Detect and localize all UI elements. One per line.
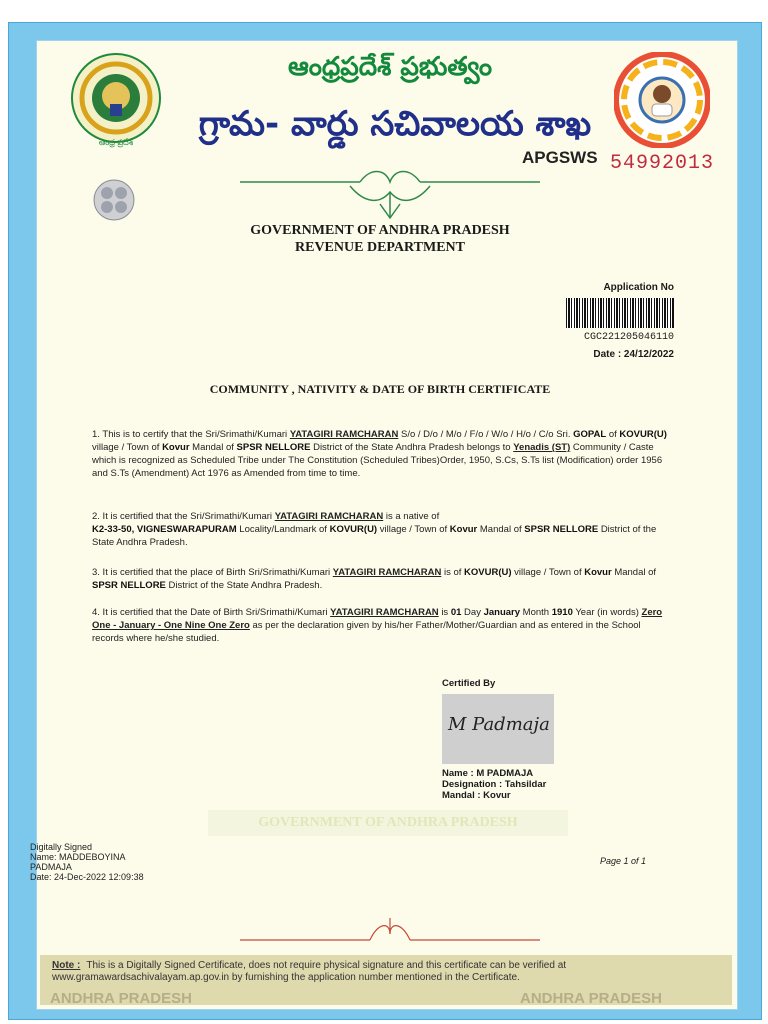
gov-line-2: REVENUE DEPARTMENT [295,240,465,255]
holder-name: YATAGIRI RAMCHARAN [289,429,399,440]
birth-year: 1910 [551,607,573,618]
apgsws-label: APGSWS [522,148,598,167]
digital-signature-block: Digitally Signed Name: MADDEBOYINA PADMAJA Date: 24-Dec-2022 12:09:38 [30,842,144,882]
note-text: Note : This is a Digitally Signed Certificate, does not require physical signature and this certificate can be verified at www.gramawardsachivalayam.ap.gov.in by furnishing the application number mentioned in the Certificate. [52,960,567,983]
barcode [566,298,674,328]
application-date: Date : 24/12/2022 [593,349,674,360]
gov-heading [150,222,610,256]
certificate-title: COMMUNITY , NATIVITY & DATE OF BIRTH CERTIFICATE [209,382,551,396]
locality: K2-33-50, VIGNESWARAPURAM [92,524,237,535]
signature-text: M Padmaja [448,714,550,735]
telugu-dept-title: గ్రామ- వార్డు సచివాలయ శాఖ [198,104,592,144]
telugu-gov-title: ఆంధ్రప్రదేశ్ ప్రభుత్వం [287,52,493,82]
paragraph-2: 2. It is certified that the Sri/Srimathi/Kumari YATAGIRI RAMCHARAN is a native of K2-33-50, VIGNESWARAPURAM Locality/Landmark of KOVUR(U) village / Town of Kovur Mandal of SPSR NELLORE District of the State Andhra Pradesh. [92,511,657,548]
paragraph-3: 3. It is certified that the place of Birth Sri/Srimathi/Kumari YATAGIRI RAMCHARAN is of KOVUR(U) village / Town of Kovur Mandal of SPSR NELLORE District of the State Andhra Pradesh. [92,567,657,591]
signatory-name: Name : M PADMAJA [442,768,534,779]
birth-day: 01 [450,607,462,618]
dob-words: Zero One - January - One Nine One Zero [92,607,663,631]
seal-caption: ఆంధ్ర ప్రదేశ్ [98,138,134,147]
birth-month: January [483,607,521,618]
ap-seal-icon [70,52,162,144]
page-number: Page 1 of 1 [600,856,647,866]
application-number: CGC221205046110 [583,332,674,343]
certified-by-label: Certified By [442,678,496,689]
gov-line-1: GOVERNMENT OF ANDHRA PRADESH [250,223,510,238]
application-label: Application No [603,282,674,293]
ornament-flourish [230,164,550,222]
footer-ap-left: ANDHRA PRADESH [50,990,192,1007]
community: Yenadis (ST) [513,442,571,453]
paragraph-4: 4. It is certified that the Date of Birth Sri/Srimathi/Kumari YATAGIRI RAMCHARAN is 01 Day January Month 1910 Year (in words) Zero One - January - One Nine One Zero as per the declaration given by his/her Father/Mother/Guardian and as entered in the School records where he/she studied. [92,607,663,644]
signatory-mandal: Mandal : Kovur [442,790,511,801]
father-name: GOPAL [573,429,607,440]
paragraph-1: 1. This is to certify that the Sri/Srimathi/Kumari YATAGIRI RAMCHARAN S/o / D/o / M/o / F/o / W/o / H/o / C/o Sri. GOPAL of KOVUR(U) village / Town of Kovur Mandal of SPSR NELLORE District of the State Andhra Pradesh belongs to Yenadis (ST) Community / Caste which is recognized as Scheduled Tribe under The Constitution (Scheduled Tribes)Order, 1950, S.Cs, S.Ts list (Modification) order 1956 and S.Ts (Amendment) Act 1976 as Amended from time to time. [92,429,667,479]
footer-ap-right: ANDHRA PRADESH [520,990,662,1007]
emblem-icon [92,178,136,222]
note-label: Note : [52,960,81,971]
signature-image [442,694,554,764]
apgsws-serial: 54992013 [610,152,715,175]
bottom-ornament [230,912,550,948]
watermark-text: GOVERNMENT OF ANDHRA PRADESH [208,810,568,836]
signatory-details [442,768,546,801]
signatory-designation: Designation : Tahsildar [442,779,547,790]
